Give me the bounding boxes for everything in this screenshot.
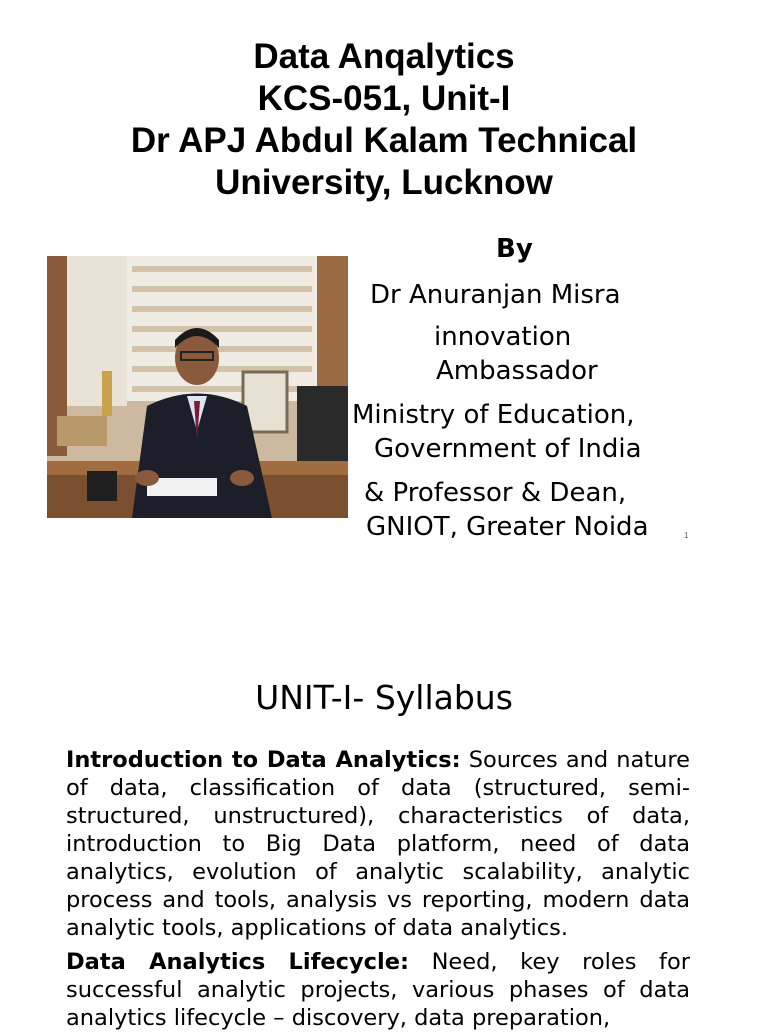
author-role-line2: Ambassador bbox=[436, 356, 598, 386]
syllabus-paragraph bbox=[66, 746, 690, 942]
author-name: Dr Anuranjan Misra bbox=[370, 280, 621, 310]
syllabus-title: UNIT-I- Syllabus bbox=[255, 678, 513, 717]
page-number: 1 bbox=[684, 531, 689, 540]
syllabus-paragraph bbox=[66, 948, 690, 1032]
title-line: University, Lucknow bbox=[215, 163, 553, 202]
author-position-line1: & Professor & Dean, bbox=[364, 478, 627, 508]
portrait-photo-icon bbox=[47, 256, 348, 518]
paragraph-text: Sources and nature of data, classification of data (structured, semi-structured, unstructured), characteristics of data, introduction to Big Data platform, need of data analytics, evolution of analytic scalability, analytic process and tools, analysis vs reporting, modern data analytic tools, applications of data analytics. bbox=[66, 747, 690, 941]
paragraph-heading: Data Analytics Lifecycle: bbox=[66, 949, 409, 975]
title-line: Dr APJ Abdul Kalam Technical bbox=[130, 121, 638, 160]
paragraph-heading: Introduction to Data Analytics: bbox=[66, 747, 461, 773]
title-line: KCS-051, Unit-I bbox=[257, 79, 511, 118]
author-org-line2: Government of India bbox=[374, 434, 642, 464]
author-role-line1: innovation bbox=[434, 322, 572, 352]
author-org-line1: Ministry of Education, bbox=[352, 400, 635, 430]
byline-by: By bbox=[496, 234, 533, 264]
author-photo bbox=[47, 256, 348, 518]
syllabus-slide bbox=[0, 640, 768, 1031]
paragraph-text: Need, key roles for successful analytic projects, various phases of data analytics lifecycle – discovery, data preparation, bbox=[66, 949, 690, 1031]
slide-title bbox=[0, 36, 768, 204]
author-position-line2: GNIOT, Greater Noida bbox=[366, 512, 649, 542]
title-line: Data Anqalytics bbox=[253, 37, 515, 76]
